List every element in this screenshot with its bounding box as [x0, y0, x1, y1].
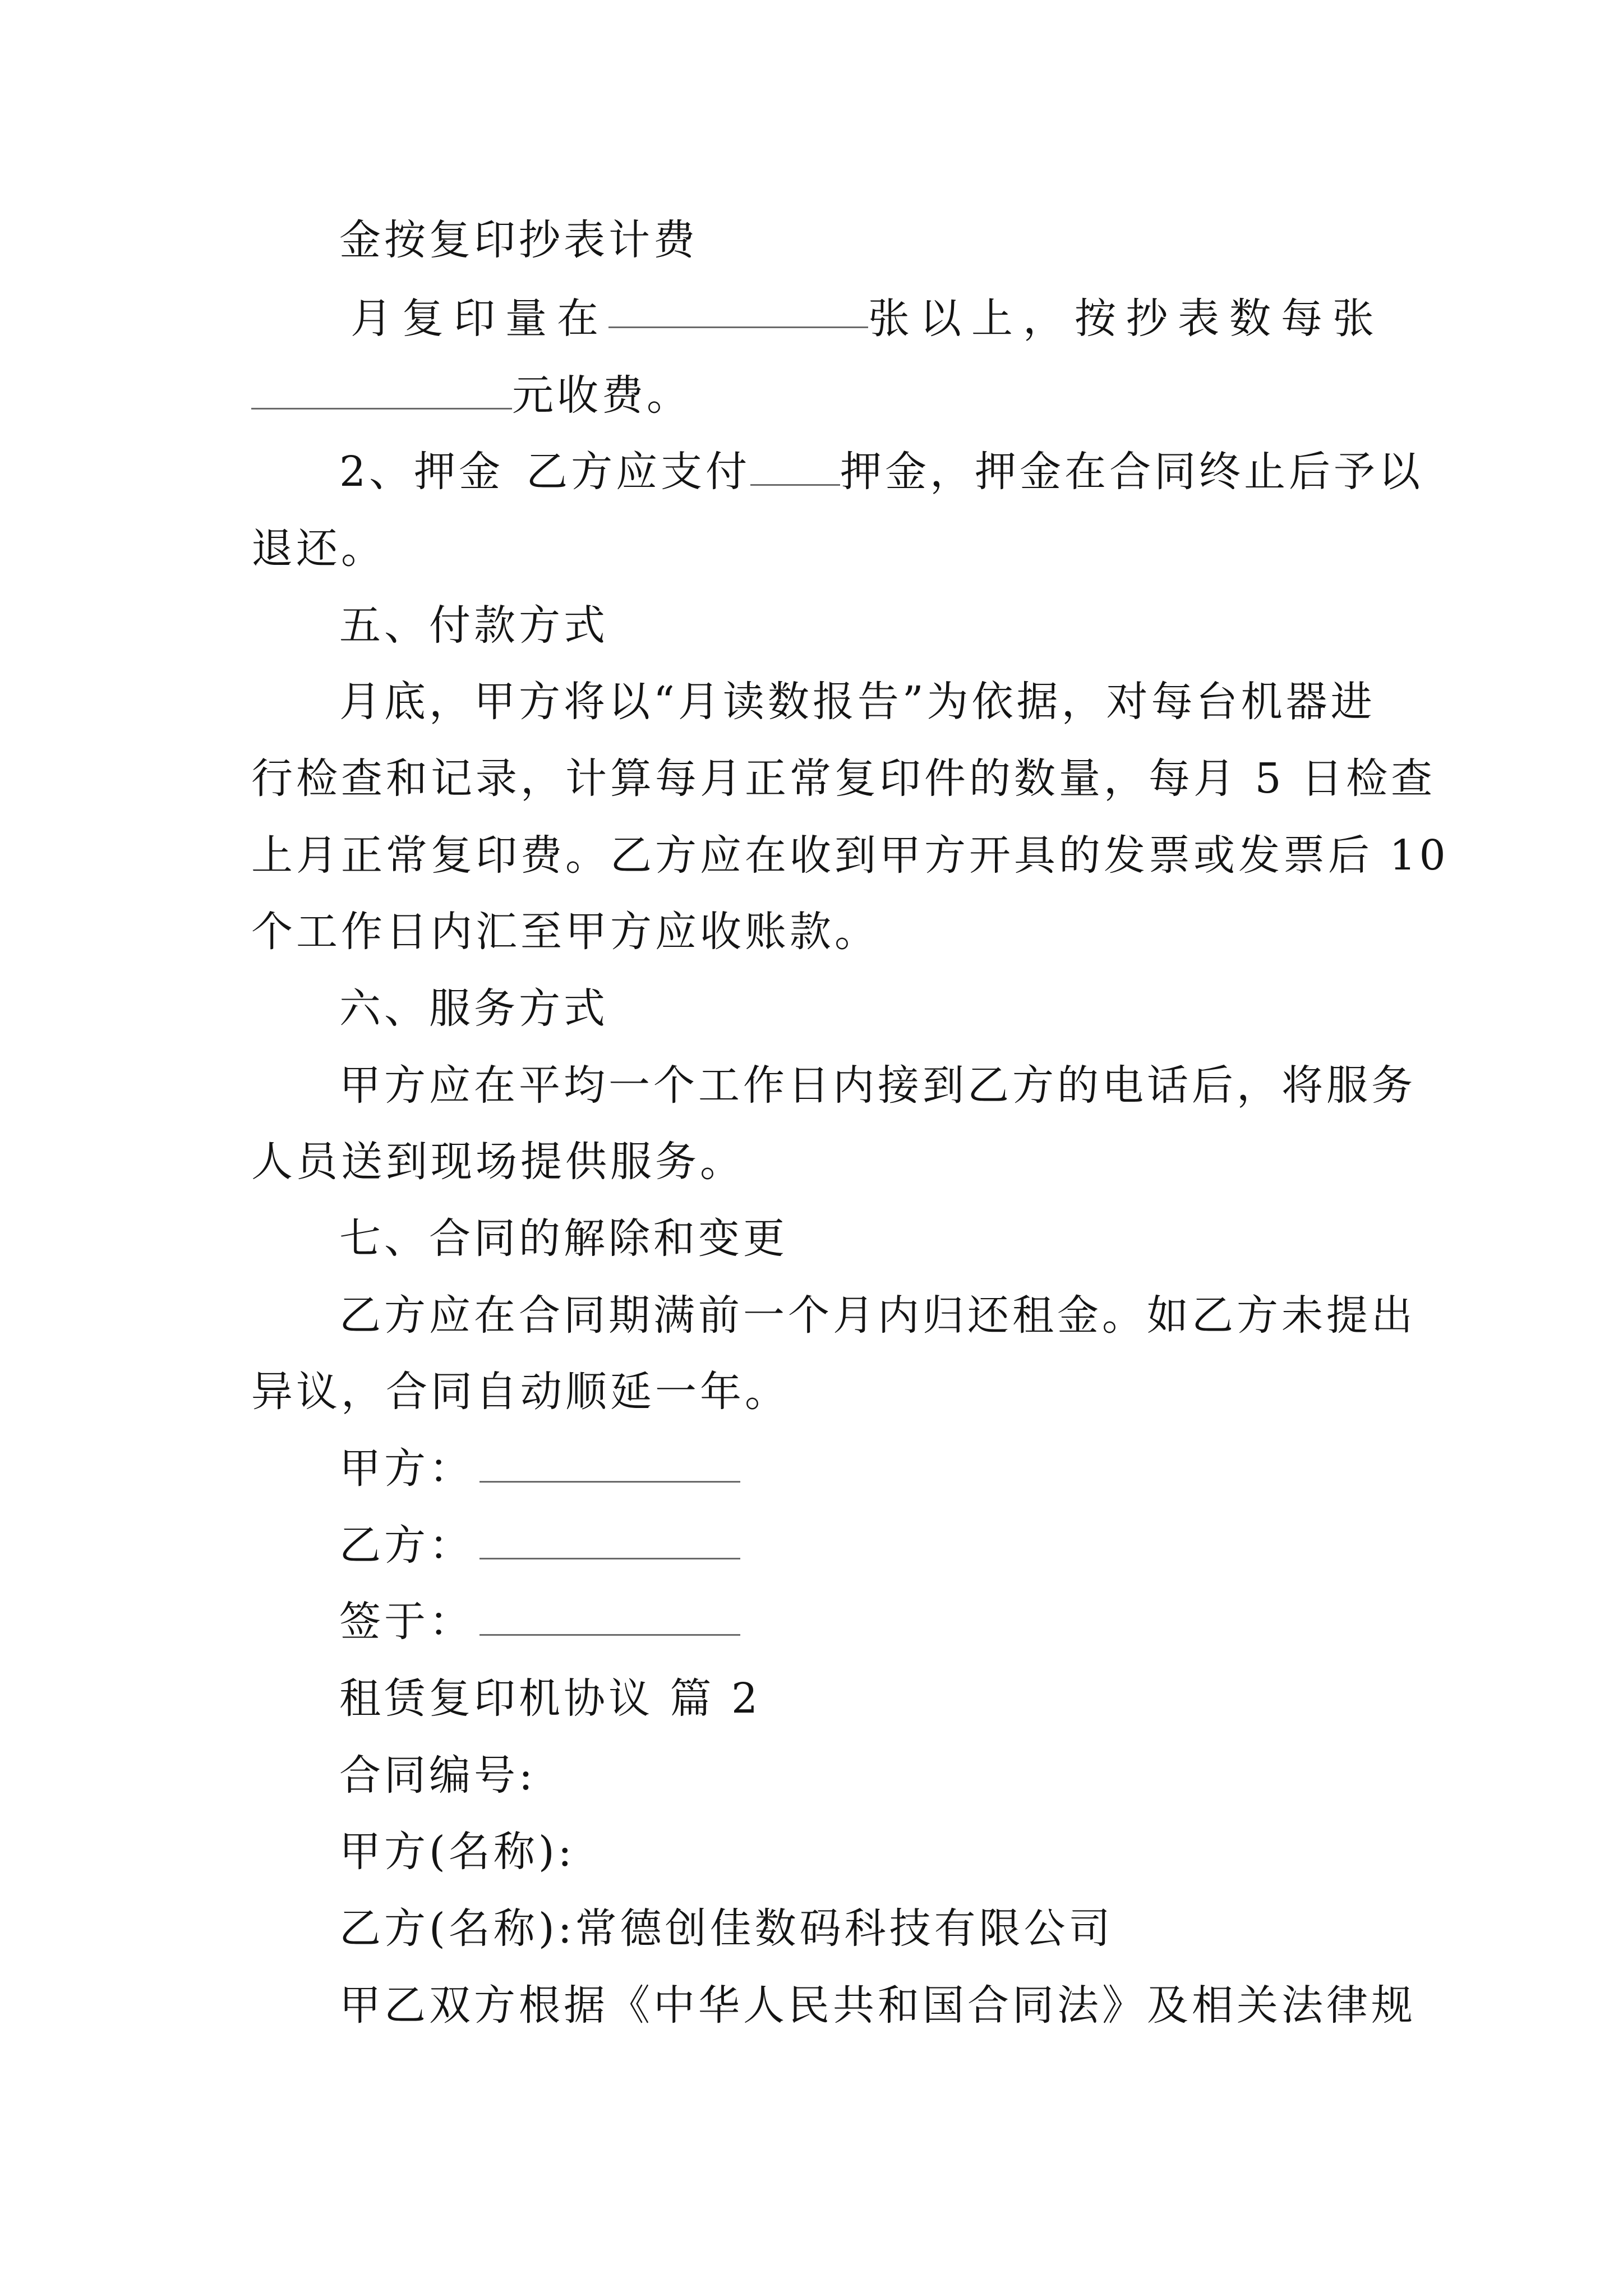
signature-blank [479, 1523, 740, 1559]
signature-label: 乙方： [339, 1521, 474, 1570]
signature-blank [479, 1599, 740, 1636]
signature-line-signed-at [339, 1595, 1384, 1649]
text-line: 甲乙双方根据《中华人民共和国合同法》及相关法律规 [339, 1981, 1416, 2030]
section-heading: 五、付款方式 [339, 601, 608, 650]
signature-label: 签于： [339, 1598, 474, 1646]
text-line: 个工作日内汇至甲方应收账款。 [251, 908, 879, 956]
text-segment: 张以上，按抄表数每张 [868, 295, 1384, 343]
text-line [351, 292, 1384, 346]
text-line [251, 369, 1384, 422]
text-segment: 2、押金 [339, 448, 504, 496]
party-b-name-label: 乙方(名称):常德创佳数码科技有限公司 [339, 1904, 1114, 1953]
text-line: 人员送到现场提供服务。 [251, 1138, 745, 1186]
signature-line-party-b [339, 1519, 1384, 1572]
fill-in-blank [750, 449, 840, 486]
fill-in-blank [251, 373, 512, 409]
text-segment: 押金，押金在合同终止后予以 [840, 448, 1424, 496]
text-segment: 月复印量在 [351, 295, 608, 343]
section-heading: 六、服务方式 [339, 984, 608, 1033]
agreement-title: 租赁复印机协议 篇 2 [339, 1674, 762, 1723]
text-line [339, 445, 1424, 499]
text-line: 金按复印抄表计费 [339, 216, 698, 264]
section-heading: 七、合同的解除和变更 [339, 1214, 788, 1263]
text-segment: 元收费。 [512, 371, 691, 420]
text-line: 乙方应在合同期满前一个月内归还租金。如乙方未提出 [339, 1291, 1416, 1340]
text-line: 行检查和记录，计算每月正常复印件的数量，每月 5 日检查 [251, 754, 1436, 803]
text-line: 甲方应在平均一个工作日内接到乙方的电话后，将服务 [339, 1061, 1416, 1110]
signature-blank [479, 1446, 740, 1483]
party-a-name-label: 甲方(名称): [339, 1828, 575, 1876]
text-line: 月底，甲方将以“月读数报告”为依据，对每台机器进 [339, 678, 1376, 726]
fill-in-blank [608, 292, 868, 328]
text-segment: 乙方应支付 [526, 448, 751, 496]
text-line: 退还。 [251, 524, 386, 573]
text-line: 异议，合同自动顺延一年。 [251, 1368, 790, 1416]
text-line: 上月正常复印费。乙方应在收到甲方开具的发票或发票后 10 [251, 831, 1449, 880]
signature-line-party-a [339, 1442, 1384, 1496]
signature-label: 甲方： [339, 1444, 474, 1493]
contract-number-label: 合同编号: [339, 1751, 536, 1800]
